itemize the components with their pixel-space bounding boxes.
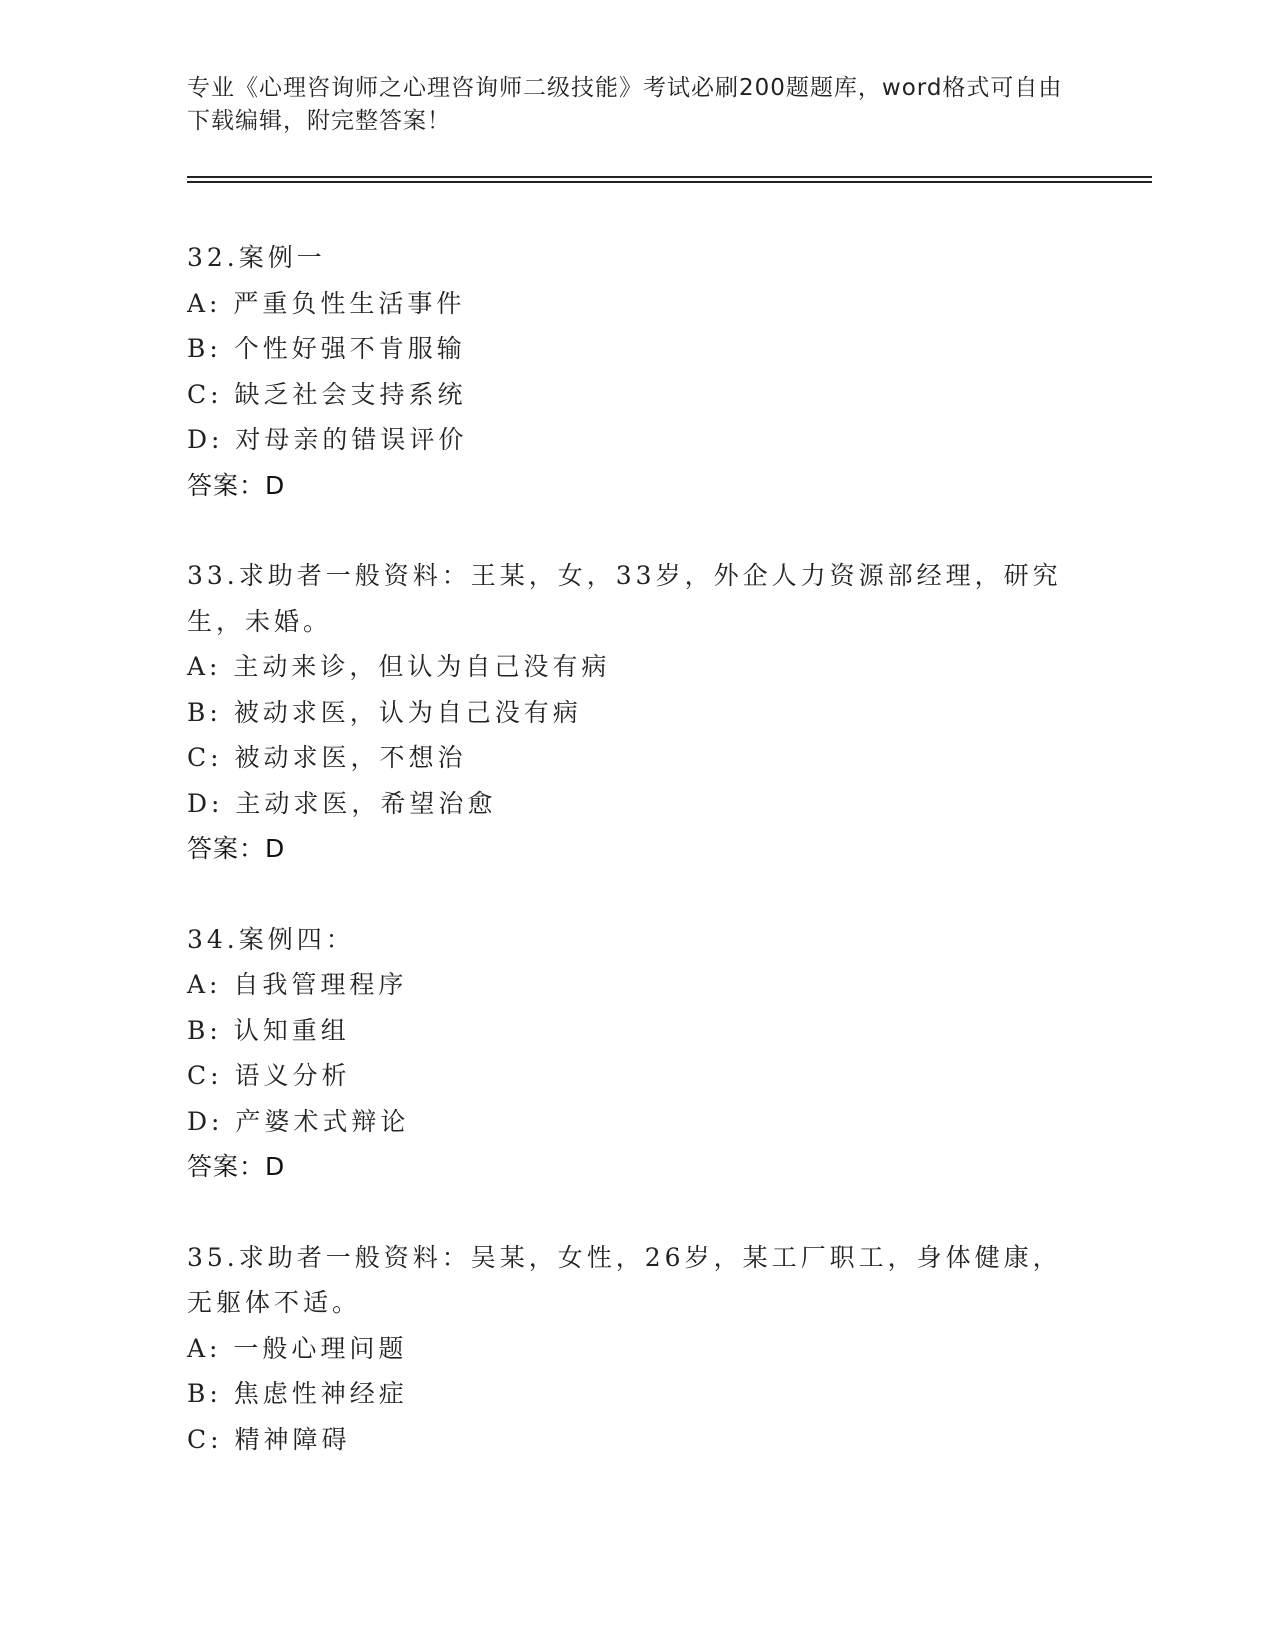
document-header: 专业《心理咨询师之心理咨询师二级技能》考试必刷200题题库，word格式可自由下载编辑，附完整答案！: [187, 75, 1063, 134]
answer-line: 答案：D: [187, 470, 286, 500]
header-divider-top: [187, 176, 1152, 178]
option-c: C: 语义分析: [187, 1061, 351, 1090]
answer-line: 答案：D: [187, 834, 286, 863]
option-b: B: 焦虑性神经症: [187, 1379, 408, 1408]
option-a: A: 主动来诊，但认为自己没有病: [187, 652, 611, 681]
question-stem: 32.案例一: [187, 243, 326, 272]
option-a: A: 一般心理问题: [187, 1333, 408, 1363]
option-b: B: 被动求医，认为自己没有病: [187, 697, 582, 727]
question-stem: 34.案例四：: [187, 924, 355, 954]
option-d: D: 产婆术式辩论: [187, 1106, 410, 1136]
header-divider-bottom: [187, 181, 1152, 183]
option-c: C: 缺乏社会支持系统: [187, 379, 467, 409]
option-d: D: 主动求医，希望治愈: [187, 788, 497, 818]
option-d: D: 对母亲的错误评价: [187, 425, 468, 454]
option-b: B: 认知重组: [187, 1015, 350, 1045]
question-34: [187, 917, 1087, 1190]
answer-line: 答案：D: [187, 1152, 286, 1181]
question-list: [187, 235, 1087, 1507]
question-32: [187, 235, 1087, 508]
option-a: A: 自我管理程序: [187, 970, 408, 999]
question-33: [187, 553, 1087, 872]
option-a: A: 严重负性生活事件: [187, 288, 466, 318]
question-stem: 35.求助者一般资料：吴某，女性，26岁，某工厂职工，身体健康，无躯体不适。: [187, 1242, 1062, 1317]
option-c: C: 被动求医，不想治: [187, 743, 467, 772]
question-35: [187, 1235, 1087, 1463]
question-stem: 33.求助者一般资料：王某，女，33岁，外企人力资源部经理，研究生，未婚。: [187, 561, 1062, 636]
option-c: C: 精神障碍: [187, 1424, 351, 1454]
option-b: B: 个性好强不肯服输: [187, 334, 466, 363]
